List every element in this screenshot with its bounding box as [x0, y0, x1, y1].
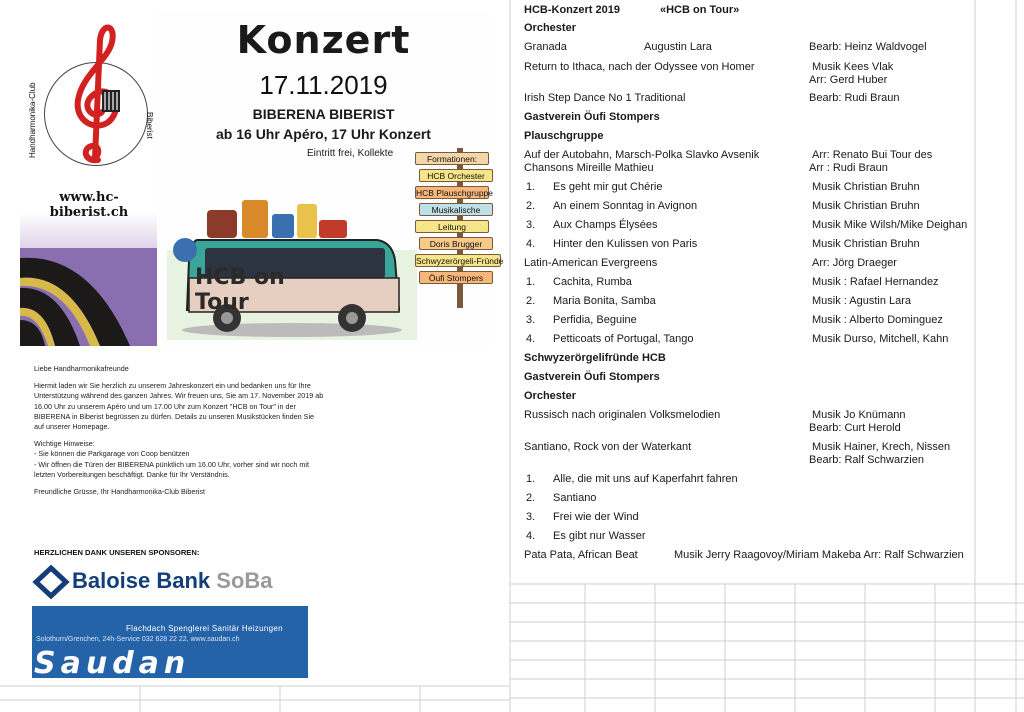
- program-arranger-line2: Arr : Rudi Braun: [809, 162, 888, 174]
- accordion-bellows-image: [20, 248, 157, 346]
- program-piece: Santiano: [553, 492, 597, 504]
- sponsors-heading: HERZLICHEN DANK UNSEREN SPONSOREN:: [34, 548, 200, 557]
- program-arranger: Musik Mike Wilsh/Mike Deighan: [812, 219, 968, 231]
- program-item-number: 1.: [526, 473, 536, 485]
- program-piece: Es geht mir gut Chérie: [553, 181, 663, 193]
- letter-paragraph: Hiermit laden wir Sie herzlich zu unserem Jahreskonzert ein und bedanken uns für Ihre Unterstützung während des ganzen Jahres. Wir freuen uns, Sie am 17. November 2019 ab 16.00 Uhr zu unserem Apéro und um 17.00 Uhr zum Konzert "HCB on Tour" in der BIBERENA in Biberist begrüssen zu dürfen. Details zu unseren Musikstücken finden Sie auf unserer Homepage.: [34, 381, 324, 432]
- program-piece: Pata Pata, African Beat: [524, 549, 638, 561]
- program-arranger-line2: Bearb: Curt Herold: [809, 422, 901, 434]
- program-piece: Granada: [524, 41, 567, 53]
- program-section-heading: Orchester: [524, 390, 576, 402]
- program-piece: Es gibt nur Wasser: [553, 530, 646, 542]
- program-arranger: Musik Hainer, Krech, Nissen: [812, 441, 951, 453]
- concert-flyer: [20, 10, 504, 346]
- program-item-number: 2.: [526, 200, 536, 212]
- program-item-number: 2.: [526, 492, 536, 504]
- program-composer: Augustin Lara: [644, 41, 712, 53]
- program-piece: Alle, die mit uns auf Kaperfahrt fahren: [553, 473, 738, 485]
- program-piece: Maria Bonita, Samba: [553, 295, 656, 307]
- program-arranger: Musik Christian Bruhn: [812, 181, 920, 193]
- program-item-number: 4.: [526, 238, 536, 250]
- program-item-number: 4.: [526, 530, 536, 542]
- flyer-venue: BIBERENA BIBERIST: [252, 106, 395, 122]
- invitation-letter: [34, 364, 324, 504]
- program-arranger: Arr: Jörg Draeger: [812, 257, 897, 269]
- program-piece-line2: Chansons Mireille Mathieu: [524, 162, 654, 174]
- program-arranger: Bearb: Rudi Braun: [809, 92, 900, 104]
- formation-sign: Musikalische: [419, 203, 493, 216]
- program-item-number: 1.: [526, 276, 536, 288]
- program-item-number: 3.: [526, 314, 536, 326]
- program-piece: Return to Ithaca, nach der Odyssee von Homer: [524, 61, 755, 73]
- treble-clef-icon: [64, 20, 124, 170]
- program-arranger: Musik Christian Bruhn: [812, 238, 920, 250]
- program-item-number: 4.: [526, 333, 536, 345]
- flyer-title: Konzert: [236, 18, 411, 62]
- program-piece: Santiano, Rock von der Waterkant: [524, 441, 692, 453]
- program-piece: Irish Step Dance No 1 Traditional: [524, 92, 686, 104]
- program-piece: An einem Sonntag in Avignon: [553, 200, 698, 212]
- program-section-heading: Gastverein Öufi Stompers: [524, 371, 660, 383]
- formation-sign: Doris Brugger: [419, 237, 493, 250]
- letter-hint-parking: - Sie können die Parkgarage von Coop benützen: [34, 449, 190, 459]
- program-piece: Perfidia, Beguine: [553, 314, 637, 326]
- program-piece: Cachita, Rumba: [553, 276, 632, 288]
- program-piece: Russisch nach originalen Volksmelodien: [524, 409, 721, 421]
- program-piece: Hinter den Kulissen von Paris: [553, 238, 698, 250]
- baloise-diamond-icon: [34, 566, 68, 598]
- program-arranger: Arr: Renato Bui Tour des: [812, 149, 933, 161]
- program-arranger: Musik : Rafael Hernandez: [812, 276, 939, 288]
- baloise-name: Baloise Bank: [72, 568, 211, 593]
- program-item-number: 3.: [526, 511, 536, 523]
- formation-sign: Öufi Stompers: [419, 271, 493, 284]
- formation-sign: Formationen:: [415, 152, 489, 165]
- program-section-heading: Plauschgruppe: [524, 130, 604, 142]
- program-header-subtitle: «HCB on Tour»: [660, 4, 740, 16]
- program-piece: Petticoats of Portugal, Tango: [553, 333, 694, 345]
- saudan-contact: Solothurn/Grenchen, 24h-Service 032 628 22 22, www.saudan.ch: [36, 636, 240, 643]
- saudan-sponsor-logo: [32, 606, 308, 681]
- club-website: www.hc-biberist.ch: [49, 190, 129, 220]
- club-name-right: Biberist: [145, 111, 154, 139]
- program-arranger: Musik Durso, Mitchell, Kahn: [812, 333, 949, 345]
- flyer-club-panel: [20, 10, 157, 346]
- club-name-left: Handharmonika-Club: [28, 82, 37, 158]
- tour-bus-illustration: [167, 180, 417, 340]
- program-arranger: Musik : Agustin Lara: [812, 295, 912, 307]
- program-arranger: Musik : Alberto Dominguez: [812, 314, 943, 326]
- program-arranger: Musik Jo Knümann: [812, 409, 906, 421]
- program-item-number: 2.: [526, 295, 536, 307]
- program-composer: Musik Jerry Raagovoy/Miriam Makeba Arr: Ralf Schwarzien: [674, 549, 964, 561]
- flyer-time: ab 16 Uhr Apéro, 17 Uhr Konzert: [216, 126, 431, 142]
- program-item-number: 1.: [526, 181, 536, 193]
- program-piece: Aux Champs Élysées: [553, 219, 658, 231]
- program-arranger: Bearb: Heinz Waldvogel: [809, 41, 927, 53]
- saudan-services: Flachdach Spenglerei Sanitär Heizungen: [126, 624, 283, 633]
- bus-label: HCB on Tour: [195, 265, 285, 315]
- letter-closing: Freundliche Grüsse, Ihr Handharmonika-Club Biberist: [34, 487, 205, 497]
- program-piece: Latin-American Evergreens: [524, 257, 658, 269]
- program-arranger: Musik Kees Vlak: [812, 61, 894, 73]
- program-arranger-line2: Bearb: Ralf Schwarzien: [809, 454, 924, 466]
- program-piece: Auf der Autobahn, Marsch-Polka Slavko Avsenik: [524, 149, 760, 161]
- formation-sign: Schwyzerörgeli-Fründe: [416, 256, 504, 266]
- program-arranger-line2: Arr: Gerd Huber: [809, 74, 888, 86]
- saudan-wordmark: Saudan: [34, 646, 191, 681]
- soba-name: SoBa: [216, 568, 273, 593]
- program-section-heading: Schwyzerörgelifründe HCB: [524, 352, 666, 364]
- letter-hints-title: Wichtige Hinweise:: [34, 439, 95, 449]
- letter-hint-doors: - Wir öffnen die Türen der BIBERENA pünktlich um 16.00 Uhr, vorher sind wir noch mit letzten Vorbereitungen beschäftigt. Danke für Ihr Verständnis.: [34, 459, 309, 479]
- flyer-date: 17.11.2019: [259, 70, 388, 100]
- flyer-main-panel: [157, 10, 504, 346]
- formation-sign: HCB Plauschgruppe: [416, 188, 494, 198]
- program-arranger: Musik Christian Bruhn: [812, 200, 920, 212]
- letter-greeting: Liebe Handharmonikafreunde: [34, 364, 129, 373]
- program-section-heading: Gastverein Öufi Stompers: [524, 111, 660, 123]
- baloise-sponsor-logo: [34, 566, 314, 598]
- formation-sign: HCB Orchester: [419, 169, 493, 182]
- program-item-number: 3.: [526, 219, 536, 231]
- flyer-entry: Eintritt frei, Kollekte: [307, 148, 394, 159]
- program-header-title: HCB-Konzert 2019: [524, 4, 620, 16]
- program-section-heading: Orchester: [524, 22, 576, 34]
- formation-sign: Leitung: [415, 220, 489, 233]
- program-piece: Frei wie der Wind: [553, 511, 639, 523]
